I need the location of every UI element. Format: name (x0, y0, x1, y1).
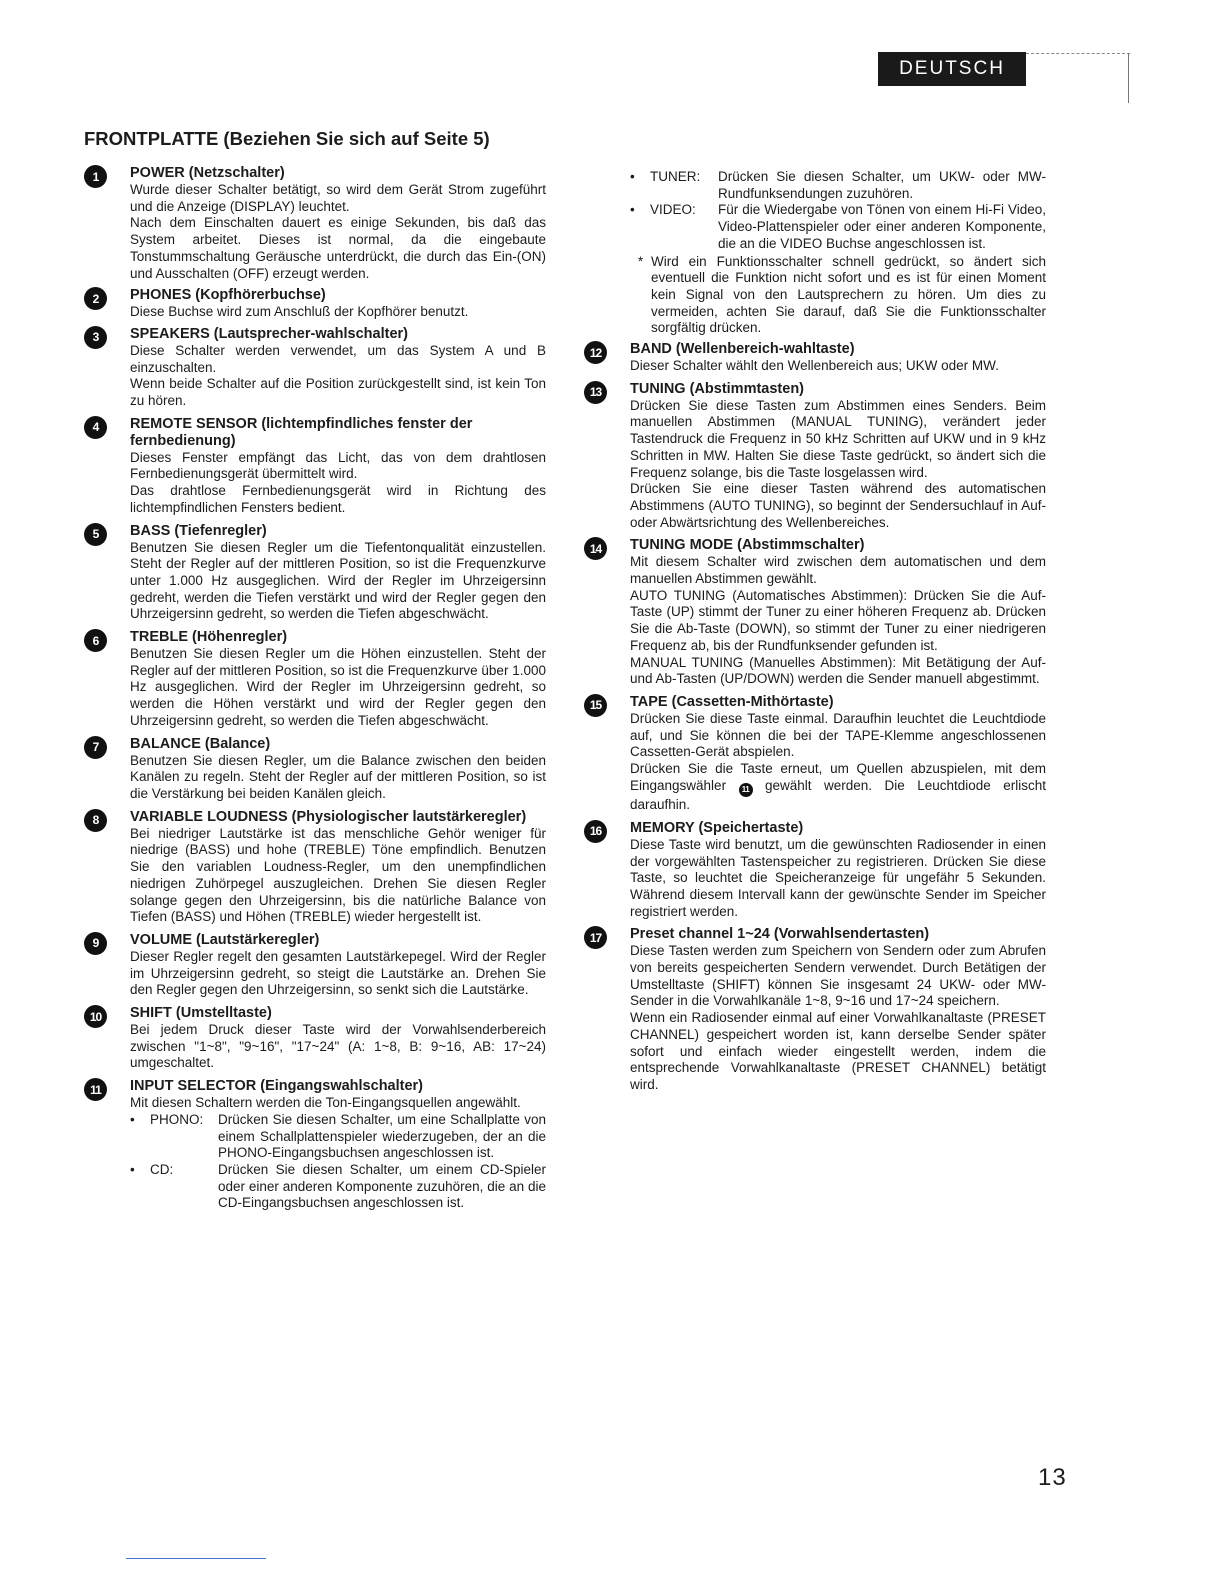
item-number-badge: 4 (84, 416, 107, 439)
bullet-icon: • (130, 1111, 135, 1127)
section-tuning (584, 381, 1046, 532)
section-text: Drücken Sie diese Taste einmal. Daraufhin leuchtet die Leuchtdiode auf, und Sie können die bei der TAPE-Klemme angeschlossenen Cassetten-Gerät abspielen. (630, 710, 1046, 760)
footnote-text: Wird ein Funktionsschalter schnell gedrückt, so ändert sich eventuell die Funktion nicht sofort und es ist für einen Moment kein Signal von den Lautsprechern zu hören. Um dies zu vermeiden, achten Sie darauf, daß Sie die Funktionsschalter sorgfältig drücken. (651, 253, 1046, 336)
section-heading: VARIABLE LOUDNESS (Physiologischer lautstärkeregler) (130, 808, 527, 825)
section-text: Das drahtlose Fernbedienungsgerät wird in Richtung des lichtempfindlichen Fensters bedient. (130, 483, 546, 515)
input-description: Drücken Sie diesen Schalter, um UKW- oder MW-Rundfunksendungen zuzuhören. (718, 169, 1046, 201)
language-tab: DEUTSCH (878, 52, 1026, 86)
item-number-badge: 5 (84, 523, 107, 546)
page-number: 13 (1038, 1464, 1067, 1491)
bottom-rule (126, 1558, 266, 1559)
section-heading: BASS (Tiefenregler) (130, 522, 267, 539)
section-heading: Preset channel 1~24 (Vorwahlsendertasten) (630, 926, 930, 943)
section-speakers (84, 326, 546, 410)
item-number-badge: 17 (584, 926, 607, 949)
input-selector-continued (584, 169, 1046, 337)
section-text: Diese Tasten werden zum Speichern von Sendern oder zum Abrufen von bereits gespeicherten Sendern verwendet. Durch Betätigen der Umstelltaste (SHIFT) können Sie insgesamt 24 UKW- oder MW-Sender in die Vorwahlkanäle 1~8, 9~16 und 17~24 speichern. (630, 943, 1046, 1009)
item-number-badge: 10 (84, 1005, 107, 1028)
bullet-icon: • (630, 202, 635, 218)
tab-rule-horizontal (1026, 53, 1130, 54)
section-text: Dieser Schalter wählt den Wellenbereich aus; UKW oder MW. (630, 358, 999, 374)
input-label: VIDEO: (650, 202, 696, 218)
section-preset-channel (584, 926, 1046, 1093)
item-number-badge: 7 (84, 736, 107, 759)
input-selector-reference-icon: 11 (739, 783, 753, 797)
section-heading: MEMORY (Speichertaste) (630, 819, 804, 836)
item-number-badge: 11 (84, 1078, 107, 1101)
section-heading: INPUT SELECTOR (Eingangswahlschalter) (130, 1078, 424, 1095)
section-shift (84, 1005, 546, 1072)
section-heading: SHIFT (Umstelltaste) (130, 1005, 272, 1022)
section-heading: TUNING (Abstimmtasten) (630, 380, 805, 397)
item-number-badge: 1 (84, 165, 107, 188)
bullet-icon: • (130, 1161, 135, 1177)
footnote (630, 254, 1046, 338)
input-label: TUNER: (650, 169, 701, 184)
input-source-list-continued (630, 169, 1046, 253)
item-number-badge: 9 (84, 932, 107, 955)
section-tuning-mode (584, 537, 1046, 688)
section-text: Dieses Fenster empfängt das Licht, das von dem drahtlosen Fernbedienungsgerät übermittelt wird. (130, 449, 546, 482)
section-heading: VOLUME (Lautstärkeregler) (130, 931, 320, 948)
right-column (584, 165, 1046, 1098)
section-heading: BAND (Wellenbereich-wahltaste) (630, 341, 855, 358)
section-text: Diese Buchse wird zum Anschluß der Kopfhörer benutzt. (130, 304, 469, 320)
section-text: Dieser Regler regelt den gesamten Lautstärkepegel. Wird der Regler im Uhrzeigersinn gedreht, so steigt die Lautstärke an. Drehen Sie den Regler gegen den Uhrzeigersinn, so senkt sich die Lautstärke. (130, 948, 546, 998)
page-title: FRONTPLATTE (Beziehen Sie sich auf Seite 5) (84, 128, 490, 149)
input-label: PHONO: (150, 1111, 204, 1127)
section-phones (84, 287, 546, 321)
section-text: Wenn ein Radiosender einmal auf einer Vorwahlkanaltaste (PRESET CHANNEL) gespeichert worden ist, kann derselbe Sender später sofort und einfach wieder eingestellt werden, indem die entsprechende Vorwahlkanaltaste (PRESET CHANNEL) betätigt wird. (630, 1010, 1046, 1092)
asterisk-icon: * (637, 253, 644, 269)
item-number-badge: 12 (584, 341, 607, 364)
section-text: Wurde dieser Schalter betätigt, so wird dem Gerät Strom zugeführt und die Anzeige (DISPLAY) leuchtet. (130, 182, 546, 214)
section-text: Nach dem Einschalten dauert es einige Sekunden, bis daß das System arbeitet. Dieses ist normal, da die eingebaute Tonstummschaltung Geräusche unterdrückt, die durch das Ein-(ON) und Ausschalten (OFF) erzeugt werden. (130, 215, 546, 281)
section-text: Mit diesem Schalter wird zwischen dem automatischen und dem manuellen Abstimmen gewählt. (630, 554, 1046, 587)
section-text: AUTO TUNING (Automatisches Abstimmen): Drücken Sie die Auf-Taste (UP) stimmt der Tuner zu einer höheren Frequenz ab. Drücken Sie die Ab-Taste (DOWN), so stimmt der Tuner zu einer niedrigeren Frequenz ab, bis der Rundfunksender gefunden ist. (630, 587, 1046, 653)
item-number-badge: 15 (584, 694, 607, 717)
bullet-icon: • (630, 169, 635, 184)
section-treble (84, 629, 546, 730)
section-text: Diese Taste wird benutzt, um die gewünschten Radiosender in einen der vorgewählten Tastenspeicher zu registrieren. Drücken Sie diese Taste, so leuchtet die Speicheranzeige für ungefähr 5 Sekunden. Während diesem Intervall kann der gewünschte Sender im Speicher registriert werden. (630, 836, 1046, 919)
section-memory (584, 820, 1046, 921)
section-input-selector (84, 1078, 546, 1212)
input-source-list (130, 1112, 546, 1212)
section-text: Diese Schalter werden verwendet, um das System A und B einzuschalten. (130, 342, 546, 375)
item-number-badge: 16 (584, 820, 607, 843)
section-balance (84, 736, 546, 803)
section-text: Bei niedriger Lautstärke ist das menschliche Gehör weniger für niedrige (BASS) und hohe (TREBLE) Töne empfindlich. Benutzen Sie den variablen Loudness-Regler, um den unempfindlichen niedrigen Zuhörpegel auszugleichen. Drehen Sie diesen Regler solange gegen den Uhrzeigersinn, bis die natürliche Balance von Tiefen (BASS) und Höhen (TREBLE) wieder hergestellt ist. (130, 825, 546, 925)
section-remote-sensor (84, 416, 546, 517)
section-text: Bei jedem Druck dieser Taste wird der Vorwahlsenderbereich zwischen "1~8", "9~16", "17~24" (A: 1~8, B: 9~16, AB: 17~24) umgeschaltet. (130, 1022, 546, 1071)
item-number-badge: 6 (84, 629, 107, 652)
item-number-badge: 8 (84, 809, 107, 832)
left-column (84, 165, 546, 1216)
section-bass (84, 523, 546, 624)
section-heading: TUNING MODE (Abstimmschalter) (630, 537, 865, 554)
list-item (130, 1112, 546, 1162)
section-text: Mit diesen Schaltern werden die Ton-Eingangsquellen angewählt. (130, 1095, 521, 1111)
section-heading: POWER (Netzschalter) (130, 165, 285, 181)
section-power (84, 165, 546, 282)
section-text: MANUAL TUNING (Manuelles Abstimmen): Mit Betätigung der Auf- und Ab-Tasten (UP/DOWN) werden die Sender manuell abgestimmt. (630, 654, 1046, 687)
item-number-badge: 3 (84, 326, 107, 349)
section-text: Benutzen Sie diesen Regler um die Tiefentonqualität einzustellen. Steht der Regler auf der mittleren Position, so ist die Frequenzkurve unter 1.000 Hz ausgeglichen. Wird der Regler im Uhrzeigersinn gedreht, werden die Tiefen verstärkt und wird der Regler gegen den Uhrzeigersinn gedreht, so werden die Tiefen abgeschwächt. (130, 539, 546, 622)
reference-text-before: Drücken Sie die Taste erneut, um Quellen abzuspielen, mit dem Eingangswähler (630, 761, 1046, 793)
section-volume (84, 932, 546, 999)
input-label: CD: (150, 1161, 174, 1177)
section-text-with-reference (630, 761, 1046, 814)
item-number-badge: 13 (584, 381, 607, 404)
section-heading: PHONES (Kopfhörerbuchse) (130, 287, 326, 304)
section-heading: REMOTE SENSOR (lichtempfindliches fenster der fernbedienung) (130, 415, 473, 449)
section-text: Benutzen Sie diesen Regler, um die Balance zwischen den beiden Kanälen zu regeln. Steht der Regler auf der mittleren Position, so ist die Verstärkung bei beiden Kanälen gleich. (130, 752, 546, 801)
item-number-badge: 2 (84, 287, 107, 310)
section-text: Wenn beide Schalter auf die Position zurückgestellt sind, ist kein Ton zu hören. (130, 376, 546, 409)
item-number-badge: 14 (584, 537, 607, 560)
input-description: Drücken Sie diesen Schalter, um eine Schallplatte von einem Schallplattenspieler wiederzugeben, der an die PHONO-Eingangsbuchsen angeschlossen ist. (218, 1111, 546, 1161)
section-text: Drücken Sie eine dieser Tasten während des automatischen Abstimmens (AUTO TUNING), so beginnt der Sendersuchlauf in Auf- oder Abwärtsrichtung des Wellenbereiches. (630, 481, 1046, 530)
reference-text-after: gewählt werden. Die Leuchtdiode erlischt daraufhin. (630, 777, 1046, 813)
input-description: Für die Wiedergabe von Tönen von einem Hi-Fi Video, Video-Plattenspieler oder einer anderen Komponente, die an die VIDEO Buchse angeschlossen ist. (718, 202, 1046, 251)
section-variable-loudness (84, 809, 546, 926)
section-heading: TAPE (Cassetten-Mithörtaste) (630, 693, 834, 710)
tab-rule-vertical (1128, 53, 1129, 103)
section-tape (584, 694, 1046, 814)
section-heading: SPEAKERS (Lautsprecher-wahlschalter) (130, 325, 408, 342)
input-description: Drücken Sie diesen Schalter, um einem CD-Spieler oder einer anderen Komponente zuzuhören, die an die CD-Eingangsbuchsen angeschlossen ist. (218, 1161, 546, 1211)
section-text: Benutzen Sie diesen Regler um die Höhen einzustellen. Steht der Regler auf der mittleren Position, so ist die Frequenzkurve über 1.000 Hz ausgeglichen. Wird der Regler im Uhrzeigersinn gedreht, so werden die Höhen verstärkt und wird der Regler gegen den Uhrzeigersinn gedreht, so werden die Tiefen abgeschwächt. (130, 646, 546, 728)
list-item (630, 169, 1046, 202)
section-heading: TREBLE (Höhenregler) (130, 629, 288, 646)
list-item (130, 1162, 546, 1212)
section-text: Drücken Sie diese Tasten zum Abstimmen eines Senders. Beim manuellen Abstimmen (MANUAL TUNING), verändert jeder Tastendruck die Frequenz in 50 kHz Schritten auf UKW und in 9 kHz Schritten in MW. Halten Sie diese Taste gedrückt, so ändert sich die Frequenz solange, bis die Taste losgelassen wird. (630, 397, 1046, 480)
section-band (584, 341, 1046, 375)
list-item (630, 202, 1046, 252)
section-heading: BALANCE (Balance) (130, 735, 271, 752)
